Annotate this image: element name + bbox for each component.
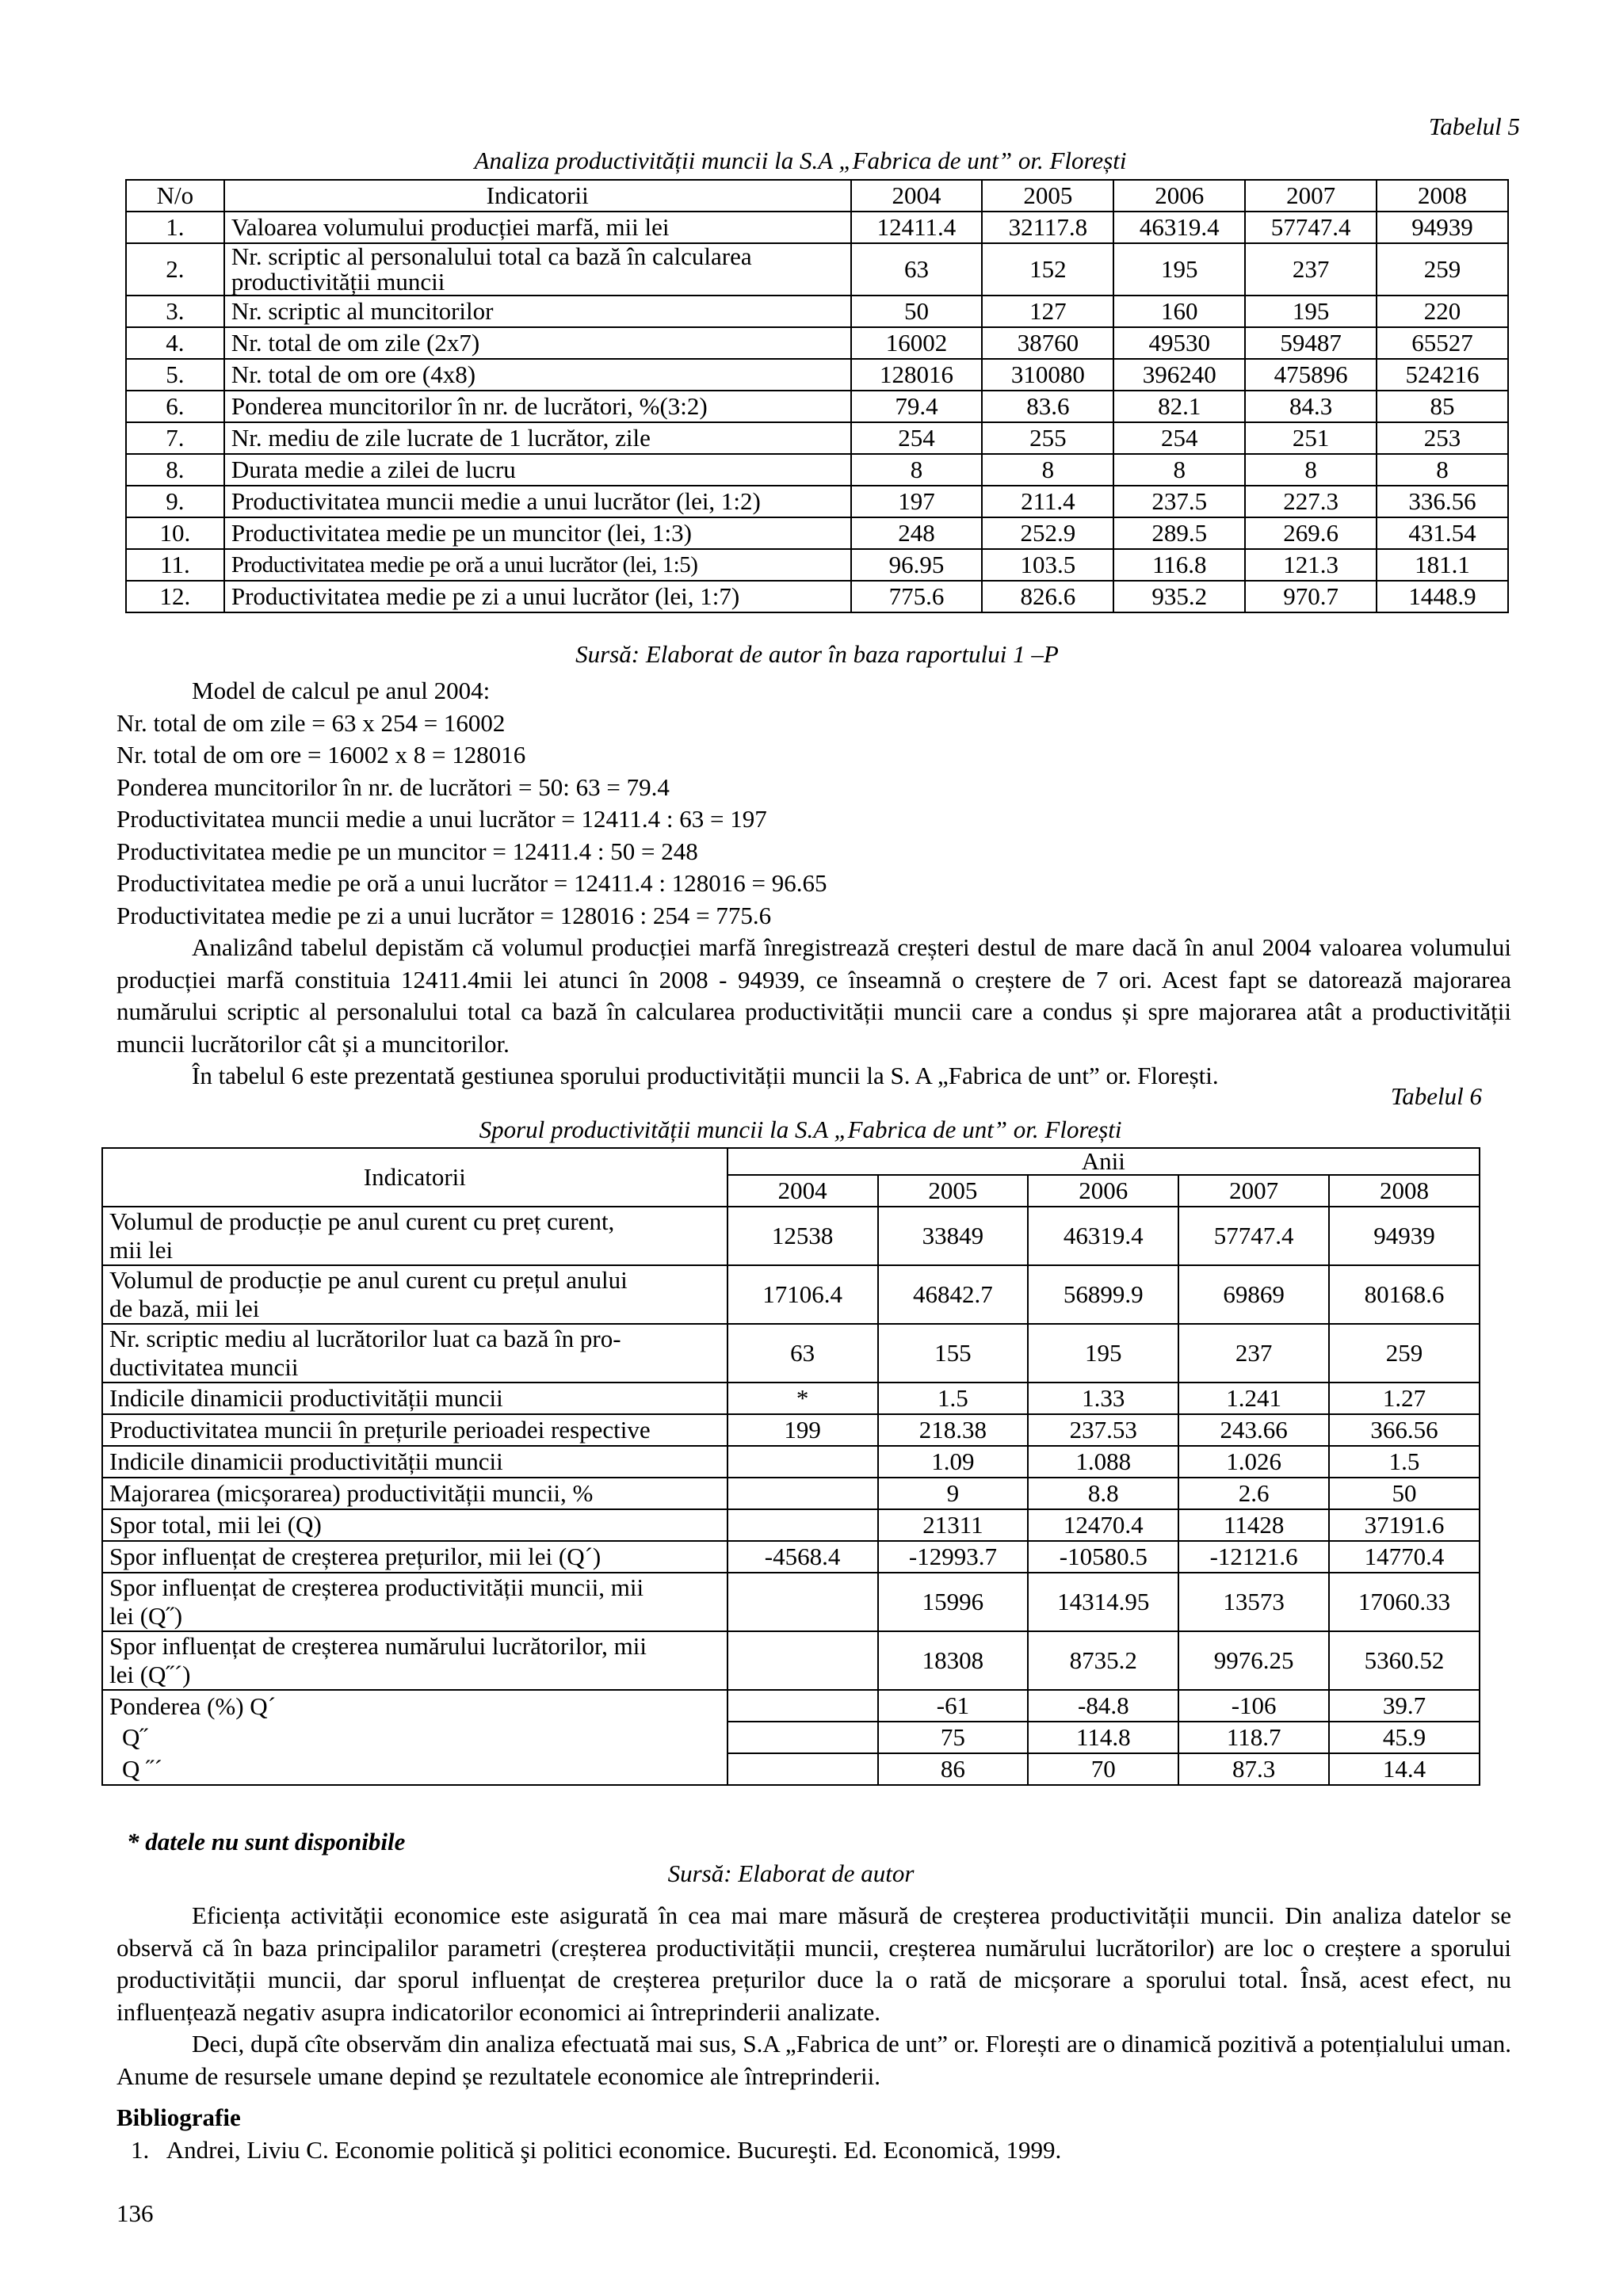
row-number: 9.: [126, 486, 224, 517]
value-cell: 49530: [1113, 327, 1245, 359]
table5: [125, 179, 1509, 613]
table5-title: Analiza productivității muncii la S.A „Fabrica de unt” or. Florești: [474, 147, 1127, 174]
row-number: 7.: [126, 422, 224, 454]
value-cell: 237: [1245, 243, 1377, 296]
analysis-paragraph: Analizând tabelul depistăm că volumul producției marfă înregistrează creșteri destul de mare dacă în anul 2004 valoarea volumului producției marfă constituia 12411.4mii lei atunci în 2008 - 94939, ce înseamnă o creștere de 7 ori. Acest fapt se datorează majorarea numărului scriptic al personalului total ca bază în calcularea productivității muncii care a condus și spre majorarea atât a productivității muncii lucrătorilor cât și a muncitorilor.: [116, 933, 1511, 1058]
indicator-label: Valoarea volumului producției marfă, mii lei: [224, 212, 851, 243]
table5-row: [126, 296, 1508, 327]
table6-row: [102, 1324, 1480, 1383]
value-cell: 254: [851, 422, 983, 454]
indicator-label: Ponderea muncitorilor în nr. de lucrători, %(3:2): [224, 391, 851, 422]
table6-row: [102, 1446, 1480, 1478]
value-cell: [727, 1631, 878, 1690]
indicator-label: Nr. total de om zile (2x7): [224, 327, 851, 359]
value-cell: 195: [1113, 243, 1245, 296]
value-cell: 8: [982, 454, 1113, 486]
value-cell: 79.4: [851, 391, 983, 422]
value-cell: -12121.6: [1178, 1541, 1329, 1573]
value-cell: 289.5: [1113, 517, 1245, 549]
table5-header-cell: 2007: [1245, 180, 1377, 212]
indicator-label-line: Spor influențat de creșterea productivității muncii, mii: [109, 1573, 644, 1601]
value-cell: 84.3: [1245, 391, 1377, 422]
table6-row: [102, 1690, 1480, 1722]
indicator-label: Nr. total de om ore (4x8): [224, 359, 851, 391]
value-cell: 181.1: [1377, 549, 1508, 581]
value-cell: 86: [878, 1753, 1029, 1785]
row-number: 12.: [126, 581, 224, 612]
value-cell: 103.5: [982, 549, 1113, 581]
value-cell: 218.38: [878, 1414, 1029, 1446]
table6-row: [102, 1478, 1480, 1509]
model-line: Nr. total de om zile = 63 x 254 = 16002: [116, 708, 506, 737]
value-cell: 211.4: [982, 486, 1113, 517]
page-number: 136: [116, 2199, 154, 2227]
value-cell: 2.6: [1178, 1478, 1329, 1509]
indicator-label: Nr. scriptic al muncitorilor: [224, 296, 851, 327]
table5-header-row: [126, 180, 1508, 212]
value-cell: 1.241: [1178, 1383, 1329, 1414]
value-cell: 13573: [1178, 1573, 1329, 1631]
indicator-label-line: Volumul de producție pe anul curent cu preț curent,: [109, 1207, 615, 1235]
value-cell: 80168.6: [1329, 1265, 1480, 1324]
model-line: Productivitatea medie pe oră a unui lucrător = 12411.4 : 128016 = 96.65: [116, 869, 827, 897]
value-cell: 56899.9: [1028, 1265, 1178, 1324]
years-header: Anii: [727, 1148, 1480, 1175]
value-cell: 775.6: [851, 581, 983, 612]
year-cell: 2006: [1028, 1175, 1178, 1207]
value-cell: 237: [1178, 1324, 1329, 1383]
indicator-label: Productivitatea medie pe oră a unui lucrător (lei, 1:5): [224, 549, 851, 581]
value-cell: 18308: [878, 1631, 1029, 1690]
value-cell: 17060.33: [1329, 1573, 1480, 1631]
row-number: 6.: [126, 391, 224, 422]
value-cell: 152: [982, 243, 1113, 296]
value-cell: 65527: [1377, 327, 1508, 359]
row-number: 2.: [126, 243, 224, 296]
value-cell: 970.7: [1245, 581, 1377, 612]
value-cell: 1.33: [1028, 1383, 1178, 1414]
value-cell: 195: [1028, 1324, 1178, 1383]
model-line: Ponderea muncitorilor în nr. de lucrători = 50: 63 = 79.4: [116, 772, 670, 801]
value-cell: 8: [1245, 454, 1377, 486]
value-cell: 12538: [727, 1207, 878, 1265]
table5-row: [126, 549, 1508, 581]
indicator-label-line: Nr. scriptic mediu al lucrătorilor luat ca bază în pro-: [109, 1325, 621, 1352]
value-cell: 37191.6: [1329, 1509, 1480, 1541]
indicator-label: Spor total, mii lei (Q): [102, 1509, 727, 1541]
value-cell: 46842.7: [878, 1265, 1029, 1324]
table6-row: [102, 1509, 1480, 1541]
indicator-label: Spor influențat de creșterea prețurilor, mii lei (Q´): [102, 1541, 727, 1573]
value-cell: [727, 1446, 878, 1478]
conclusion-section: [116, 1900, 1511, 2166]
year-cell: 2007: [1178, 1175, 1329, 1207]
value-cell: 75: [878, 1722, 1029, 1753]
value-cell: [727, 1509, 878, 1541]
table6-row: [102, 1265, 1480, 1324]
value-cell: [727, 1753, 878, 1785]
row-number: 5.: [126, 359, 224, 391]
table5-row: [126, 517, 1508, 549]
table5-row: [126, 243, 1508, 296]
value-cell: 46319.4: [1113, 212, 1245, 243]
bibliography-heading: Bibliografie: [116, 2103, 241, 2131]
value-cell: 17106.4: [727, 1265, 878, 1324]
value-cell: 366.56: [1329, 1414, 1480, 1446]
pondere-label: Ponderea (%) Q´: [102, 1690, 727, 1722]
table6-row: [102, 1722, 1480, 1753]
indicator-label-line: productivității muncii: [231, 268, 445, 296]
table6-row: [102, 1383, 1480, 1414]
calculation-model: [116, 675, 1511, 1093]
year-cell: 2008: [1329, 1175, 1480, 1207]
indicator-label: [102, 1265, 727, 1324]
value-cell: 63: [727, 1324, 878, 1383]
indicator-label-line: lei (Q˝´): [109, 1661, 191, 1688]
indicator-label: Majorarea (micșorarea) productivității muncii, %: [102, 1478, 727, 1509]
indicator-label-line: Spor influențat de creșterea numărului lucrătorilor, mii: [109, 1632, 647, 1660]
table5-header-cell: 2005: [982, 180, 1113, 212]
value-cell: 336.56: [1377, 486, 1508, 517]
value-cell: 46319.4: [1028, 1207, 1178, 1265]
value-cell: 253: [1377, 422, 1508, 454]
indicator-label: Nr. mediu de zile lucrate de 1 lucrător, zile: [224, 422, 851, 454]
value-cell: 121.3: [1245, 549, 1377, 581]
value-cell: 118.7: [1178, 1722, 1329, 1753]
value-cell: 85: [1377, 391, 1508, 422]
value-cell: 50: [1329, 1478, 1480, 1509]
indicator-label: Productivitatea muncii medie a unui lucrător (lei, 1:2): [224, 486, 851, 517]
table5-row: [126, 391, 1508, 422]
table5-row: [126, 454, 1508, 486]
table6-header-row: [102, 1148, 1480, 1175]
value-cell: 251: [1245, 422, 1377, 454]
value-cell: 254: [1113, 422, 1245, 454]
table5-row: [126, 581, 1508, 612]
value-cell: 1.026: [1178, 1446, 1329, 1478]
value-cell: -84.8: [1028, 1690, 1178, 1722]
indicator-label: Productivitatea medie pe zi a unui lucrător (lei, 1:7): [224, 581, 851, 612]
conclusion-paragraph: Eficiența activității economice este asigurată în cea mai mare măsură de creșterea productivității muncii. Din analiza datelor se observă că în baza principalilor parametri (creșterea productivității muncii, creșterea numărului lucrătorilor) are loc o creștere a sporului productivității muncii, dar sporul influențat de creșterea prețurilor duce la o rată de micșorare a sporului total. Însă, acest efect, nu influențează negativ asupra indicatorilor economici ai întreprinderii analizate.: [116, 1901, 1511, 2026]
indicator-label: [102, 1207, 727, 1265]
value-cell: 96.95: [851, 549, 983, 581]
value-cell: 69869: [1178, 1265, 1329, 1324]
value-cell: 248: [851, 517, 983, 549]
value-cell: [727, 1478, 878, 1509]
value-cell: 237.5: [1113, 486, 1245, 517]
value-cell: 83.6: [982, 391, 1113, 422]
value-cell: 70: [1028, 1753, 1178, 1785]
value-cell: 5360.52: [1329, 1631, 1480, 1690]
table6-row: [102, 1207, 1480, 1265]
value-cell: 14314.95: [1028, 1573, 1178, 1631]
row-number: 10.: [126, 517, 224, 549]
table5-header-cell: 2004: [851, 180, 983, 212]
value-cell: 1448.9: [1377, 581, 1508, 612]
value-cell: [727, 1573, 878, 1631]
value-cell: 1.5: [1329, 1446, 1480, 1478]
value-cell: 14770.4: [1329, 1541, 1480, 1573]
value-cell: 431.54: [1377, 517, 1508, 549]
value-cell: 128016: [851, 359, 983, 391]
indicator-label-line: de bază, mii lei: [109, 1295, 260, 1322]
value-cell: *: [727, 1383, 878, 1414]
row-number: 1.: [126, 212, 224, 243]
value-cell: 199: [727, 1414, 878, 1446]
value-cell: 59487: [1245, 327, 1377, 359]
indicator-label-line: Volumul de producție pe anul curent cu prețul anului: [109, 1266, 628, 1294]
value-cell: 63: [851, 243, 983, 296]
pondere-label: Q˝: [102, 1722, 727, 1753]
value-cell: 16002: [851, 327, 983, 359]
indicator-label: [102, 1631, 727, 1690]
value-cell: 50: [851, 296, 983, 327]
indicator-label-line: ductivitatea muncii: [109, 1353, 299, 1381]
intro-paragraph: În tabelul 6 este prezentată gestiunea sporului productivității muncii la S. A „Fabrica de unt” or. Florești.: [192, 1062, 1219, 1089]
value-cell: 259: [1329, 1324, 1480, 1383]
value-cell: 32117.8: [982, 212, 1113, 243]
value-cell: 12411.4: [851, 212, 983, 243]
value-cell: 21311: [878, 1509, 1029, 1541]
value-cell: 87.3: [1178, 1753, 1329, 1785]
table5-source: Sursă: Elaborat de autor în baza raportului 1 –P: [575, 640, 1059, 668]
value-cell: 45.9: [1329, 1722, 1480, 1753]
indicators-header: Indicatorii: [102, 1148, 727, 1207]
indicator-label: [224, 243, 851, 296]
value-cell: 237.53: [1028, 1414, 1178, 1446]
value-cell: 252.9: [982, 517, 1113, 549]
value-cell: 9976.25: [1178, 1631, 1329, 1690]
indicator-label: Productivitatea muncii în prețurile perioadei respective: [102, 1414, 727, 1446]
model-line: Productivitatea muncii medie a unui lucrător = 12411.4 : 63 = 197: [116, 805, 767, 833]
value-cell: 114.8: [1028, 1722, 1178, 1753]
value-cell: 57747.4: [1245, 212, 1377, 243]
model-line: Productivitatea medie pe un muncitor = 12411.4 : 50 = 248: [116, 837, 698, 865]
value-cell: 220: [1377, 296, 1508, 327]
table5-header-cell: 2008: [1377, 180, 1508, 212]
value-cell: 9: [878, 1478, 1029, 1509]
row-number: 3.: [126, 296, 224, 327]
indicator-label-line: Nr. scriptic al personalului total ca bază în calcularea: [231, 242, 752, 270]
value-cell: -12993.7: [878, 1541, 1029, 1573]
value-cell: 197: [851, 486, 983, 517]
value-cell: 826.6: [982, 581, 1113, 612]
value-cell: 11428: [1178, 1509, 1329, 1541]
table5-header-cell: N/o: [126, 180, 224, 212]
row-number: 11.: [126, 549, 224, 581]
value-cell: [727, 1690, 878, 1722]
value-cell: -4568.4: [727, 1541, 878, 1573]
table5-header-cell: 2006: [1113, 180, 1245, 212]
value-cell: 259: [1377, 243, 1508, 296]
indicator-label: Durata medie a zilei de lucru: [224, 454, 851, 486]
value-cell: 82.1: [1113, 391, 1245, 422]
indicator-label: Productivitatea medie pe un muncitor (lei, 1:3): [224, 517, 851, 549]
year-cell: 2005: [878, 1175, 1029, 1207]
indicator-label-line: mii lei: [109, 1236, 174, 1264]
table5-row: [126, 422, 1508, 454]
value-cell: -10580.5: [1028, 1541, 1178, 1573]
value-cell: 160: [1113, 296, 1245, 327]
value-cell: 14.4: [1329, 1753, 1480, 1785]
value-cell: 39.7: [1329, 1690, 1480, 1722]
value-cell: 12470.4: [1028, 1509, 1178, 1541]
table6-note: * datele nu sunt disponibile: [127, 1828, 406, 1855]
value-cell: 1.27: [1329, 1383, 1480, 1414]
value-cell: 8: [851, 454, 983, 486]
value-cell: 524216: [1377, 359, 1508, 391]
value-cell: 38760: [982, 327, 1113, 359]
row-number: 8.: [126, 454, 224, 486]
value-cell: 475896: [1245, 359, 1377, 391]
table6-row: [102, 1541, 1480, 1573]
value-cell: 1.5: [878, 1383, 1029, 1414]
bibliography-item: 1. Andrei, Liviu C. Economie politică şi politici economice. Bucureşti. Ed. Economică, 1999.: [131, 2135, 1062, 2164]
table6-row: [102, 1573, 1480, 1631]
value-cell: 57747.4: [1178, 1207, 1329, 1265]
value-cell: 227.3: [1245, 486, 1377, 517]
value-cell: 8: [1113, 454, 1245, 486]
value-cell: 935.2: [1113, 581, 1245, 612]
table5-header-cell: Indicatorii: [224, 180, 851, 212]
table6: [101, 1147, 1480, 1786]
value-cell: 8.8: [1028, 1478, 1178, 1509]
table6-row: [102, 1414, 1480, 1446]
value-cell: 1.09: [878, 1446, 1029, 1478]
value-cell: 33849: [878, 1207, 1029, 1265]
table5-row: [126, 327, 1508, 359]
value-cell: 310080: [982, 359, 1113, 391]
value-cell: 155: [878, 1324, 1029, 1383]
value-cell: 255: [982, 422, 1113, 454]
table6-label: Tabelul 6: [1390, 1082, 1482, 1110]
indicator-label: [102, 1573, 727, 1631]
indicator-label: [102, 1324, 727, 1383]
value-cell: 127: [982, 296, 1113, 327]
value-cell: 1.088: [1028, 1446, 1178, 1478]
pondere-label: Q ˝´: [102, 1753, 727, 1785]
value-cell: 8: [1377, 454, 1508, 486]
value-cell: -61: [878, 1690, 1029, 1722]
value-cell: 195: [1245, 296, 1377, 327]
value-cell: 243.66: [1178, 1414, 1329, 1446]
model-line: Productivitatea medie pe zi a unui lucrător = 128016 : 254 = 775.6: [116, 901, 772, 929]
table6-source: Sursă: Elaborat de autor: [667, 1859, 915, 1887]
value-cell: [727, 1722, 878, 1753]
table5-label: Tabelul 5: [1428, 113, 1520, 140]
table6-title: Sporul productivității muncii la S.A „Fabrica de unt” or. Florești: [479, 1116, 1122, 1143]
value-cell: 396240: [1113, 359, 1245, 391]
value-cell: 116.8: [1113, 549, 1245, 581]
value-cell: 94939: [1329, 1207, 1480, 1265]
table5-row: [126, 212, 1508, 243]
table5-row: [126, 359, 1508, 391]
value-cell: 269.6: [1245, 517, 1377, 549]
table6-row: [102, 1631, 1480, 1690]
model-heading: Model de calcul pe anul 2004:: [192, 677, 491, 704]
value-cell: 8735.2: [1028, 1631, 1178, 1690]
year-cell: 2004: [727, 1175, 878, 1207]
table5-row: [126, 486, 1508, 517]
indicator-label-line: lei (Q˝): [109, 1602, 183, 1630]
model-line: Nr. total de om ore = 16002 x 8 = 128016: [116, 741, 526, 769]
value-cell: 94939: [1377, 212, 1508, 243]
indicator-label: Indicile dinamicii productivității muncii: [102, 1383, 727, 1414]
table6-row: [102, 1753, 1480, 1785]
row-number: 4.: [126, 327, 224, 359]
value-cell: 15996: [878, 1573, 1029, 1631]
value-cell: -106: [1178, 1690, 1329, 1722]
indicator-label: Indicile dinamicii productivității muncii: [102, 1446, 727, 1478]
conclusion-paragraph: Deci, după cîte observăm din analiza efectuată mai sus, S.A „Fabrica de unt” or. Florești are o dinamică pozitivă a potențialului uman. Anume de resursele umane depind șe rezultatele economice ale întreprinderii.: [116, 2030, 1511, 2090]
